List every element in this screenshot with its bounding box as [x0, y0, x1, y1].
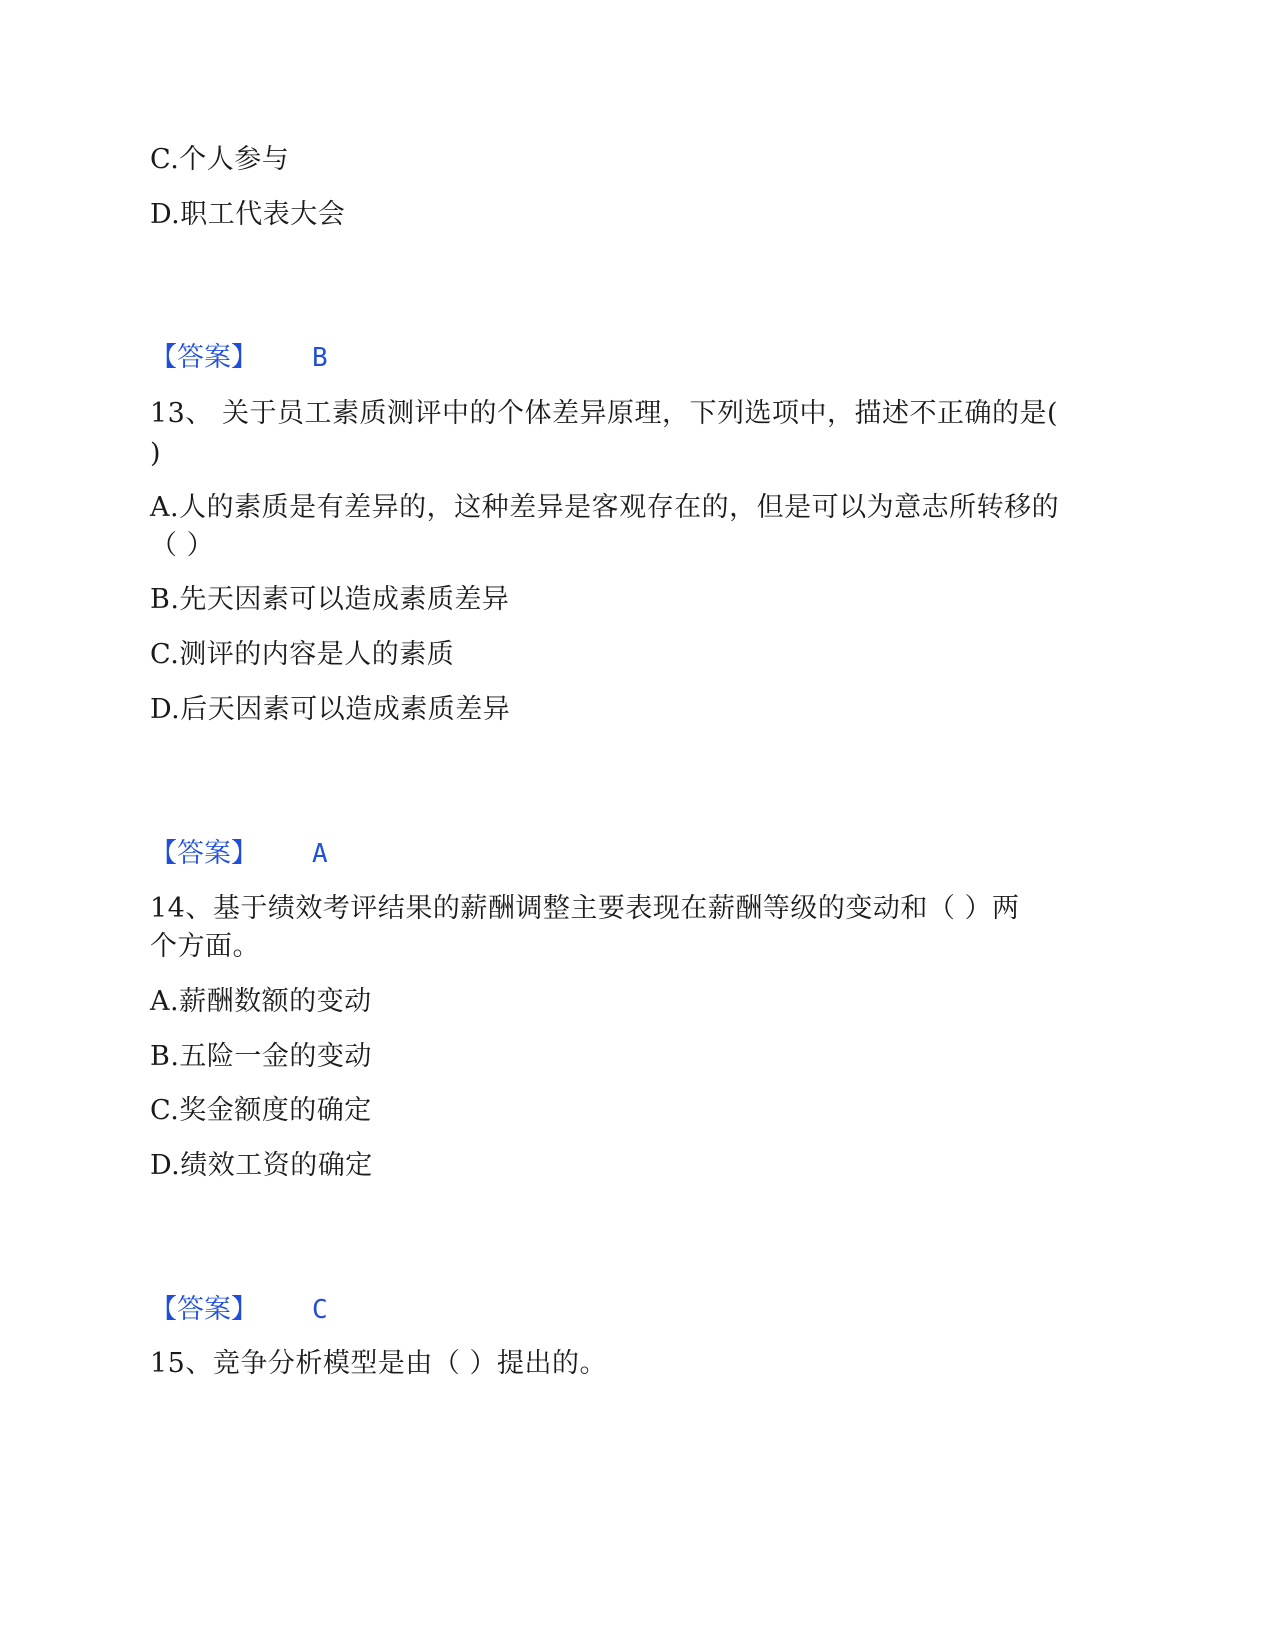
- answer-tag: 【答案】: [150, 838, 258, 869]
- q15-stem-line1: 15、竞争分析模型是由（ ）提出的。: [150, 1348, 607, 1379]
- answer-tag: 【答案】: [150, 342, 258, 373]
- q14-stem-line2: 个方面。: [150, 931, 260, 962]
- q12-option-c: C.个人参与: [150, 144, 290, 175]
- q13-option-d: D.后天因素可以造成素质差异: [150, 694, 511, 725]
- q14-option-d: D.绩效工资的确定: [150, 1150, 373, 1181]
- q14-option-b: B.五险一金的变动: [150, 1041, 372, 1072]
- answer-value: C: [312, 1295, 328, 1325]
- q12-answer: [150, 340, 328, 376]
- q14-stem-line1: 14、基于绩效考评结果的薪酬调整主要表现在薪酬等级的变动和（ ）两: [150, 893, 1020, 924]
- q13-stem-line1: 13、 关于员工素质测评中的个体差异原理，下列选项中，描述不正确的是(: [150, 398, 1058, 429]
- answer-tag: 【答案】: [150, 1294, 258, 1325]
- q13-option-a-line1: A.人的素质是有差异的，这种差异是客观存在的，但是可以为意志所转移的: [150, 492, 1060, 523]
- q13-answer: [150, 836, 328, 872]
- q13-stem-line2: ): [150, 438, 162, 469]
- q12-option-d: D.职工代表大会: [150, 199, 346, 230]
- q13-option-a-line2: （ ）: [150, 530, 215, 561]
- answer-value: A: [312, 839, 328, 869]
- answer-value: B: [312, 343, 328, 373]
- q14-answer: [150, 1292, 328, 1328]
- q14-option-c: C.奖金额度的确定: [150, 1095, 372, 1126]
- q13-option-b: B.先天因素可以造成素质差异: [150, 584, 510, 615]
- q13-option-c: C.测评的内容是人的素质: [150, 639, 455, 670]
- q14-option-a: A.薪酬数额的变动: [150, 986, 372, 1017]
